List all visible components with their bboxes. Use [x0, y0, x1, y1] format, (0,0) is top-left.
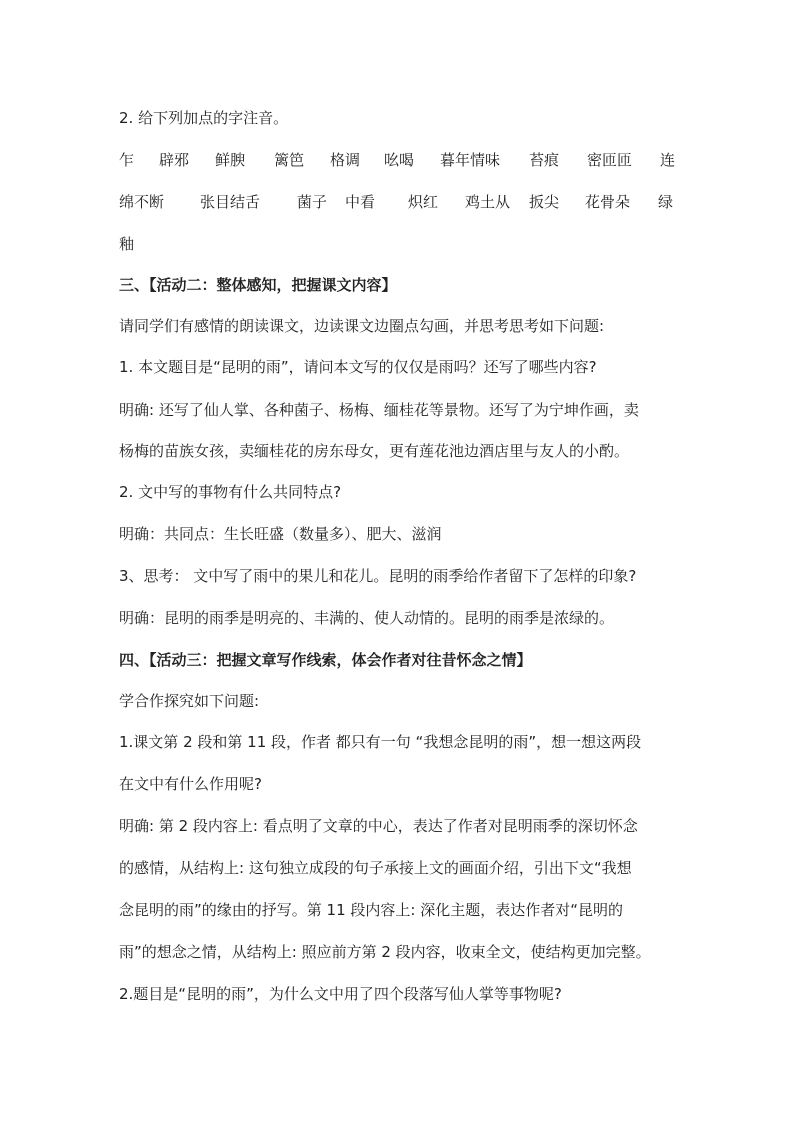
section-3-question-2: 2. 文中写的事物有什么共同特点? [119, 483, 342, 501]
word-item: 绵不断 [119, 193, 165, 211]
word-item: 连 [660, 151, 676, 169]
word-item: 吆喝 [384, 151, 415, 169]
section-4-question-2: 2.题目是“昆明的雨”，为什么文中用了四个段落写仙人掌等事物呢? [119, 985, 562, 1003]
word-item: 花骨朵 [585, 193, 631, 211]
word-item: 中看 [345, 193, 376, 211]
section-4-intro: 学合作探究如下问题: [119, 692, 260, 710]
word-item: 鸡土从 [465, 193, 511, 211]
section-4-heading: 四、【活动三：把握文章写作线索，体会作者对往昔怀念之情】 [119, 651, 532, 669]
section-3-question-3: 3、思考： 文中写了雨中的果儿和花儿。昆明的雨季给作者留下了怎样的印象? [119, 567, 637, 585]
word-item: 扳尖 [529, 193, 560, 211]
section-4-question-1-line-2: 在文中有什么作用呢? [119, 775, 262, 793]
word-row-2 [119, 192, 679, 212]
word-item: 密匝匝 [587, 151, 633, 169]
word-item: 篱笆 [274, 151, 305, 169]
section-3-answer-1-line-1: 明确: 还写了仙人掌、各种菌子、杨梅、缅桂花等景物。还写了为宁坤作画，卖 [119, 401, 639, 419]
section-4-answer-1-line-4: 雨”的想念之情，从结构上: 照应前方第 2 段内容，收束全文，使结构更加完整。 [119, 943, 651, 961]
section-3-answer-1-line-2: 杨梅的苗族女孩，卖缅桂花的房东母女，更有莲花池边酒店里与友人的小酌。 [119, 442, 630, 460]
word-item: 格调 [330, 151, 361, 169]
word-item: 辟邪 [159, 151, 190, 169]
section-3-heading: 三、【活动二：整体感知，把握课文内容】 [119, 276, 397, 294]
section-4-answer-1-line-2: 的感情，从结构上: 这句独立成段的句子承接上文的画面介绍，引出下文“我想 [119, 859, 632, 877]
section-4-answer-1-line-3: 念昆明的雨”的缘由的抒写。第 11 段内容上: 深化主题，表达作者对“昆明的 [119, 901, 623, 919]
word-item: 菌子 [297, 193, 328, 211]
section-3-question-1: 1. 本文题目是“昆明的雨”，请问本文写的仅仅是雨吗？还写了哪些内容? [119, 358, 597, 376]
word-item: 釉 [119, 235, 135, 253]
section-4-question-1-line-1: 1.课文第 2 段和第 11 段，作者 都只有一句 “我想念昆明的雨”，想一想这两段 [119, 733, 642, 751]
word-item: 乍 [119, 151, 135, 169]
word-item: 张目结舌 [200, 193, 261, 211]
word-item: 苔痕 [529, 151, 560, 169]
word-row-1 [119, 150, 679, 170]
word-item: 绿 [658, 193, 674, 211]
section-4-answer-1-line-1: 明确: 第 2 段内容上: 看点明了文章的中心，表达了作者对昆明雨季的深切怀念 [119, 817, 638, 835]
section-3-intro: 请同学们有感情的朗读课文，边读课文边圈点勾画，并思考思考如下问题: [119, 317, 605, 335]
section-3-answer-2: 明确：共同点：生长旺盛（数量多）、肥大、滋润 [119, 525, 442, 543]
question-2-title: 2. 给下列加点的字注音。 [119, 109, 289, 127]
section-3-answer-3: 明确：昆明的雨季是明亮的、丰满的、使人动情的。昆明的雨季是浓绿的。 [119, 609, 615, 627]
word-item: 鲜腴 [215, 151, 246, 169]
word-item: 炽红 [408, 193, 439, 211]
word-row-3 [119, 234, 679, 254]
word-item: 暮年情味 [440, 151, 501, 169]
